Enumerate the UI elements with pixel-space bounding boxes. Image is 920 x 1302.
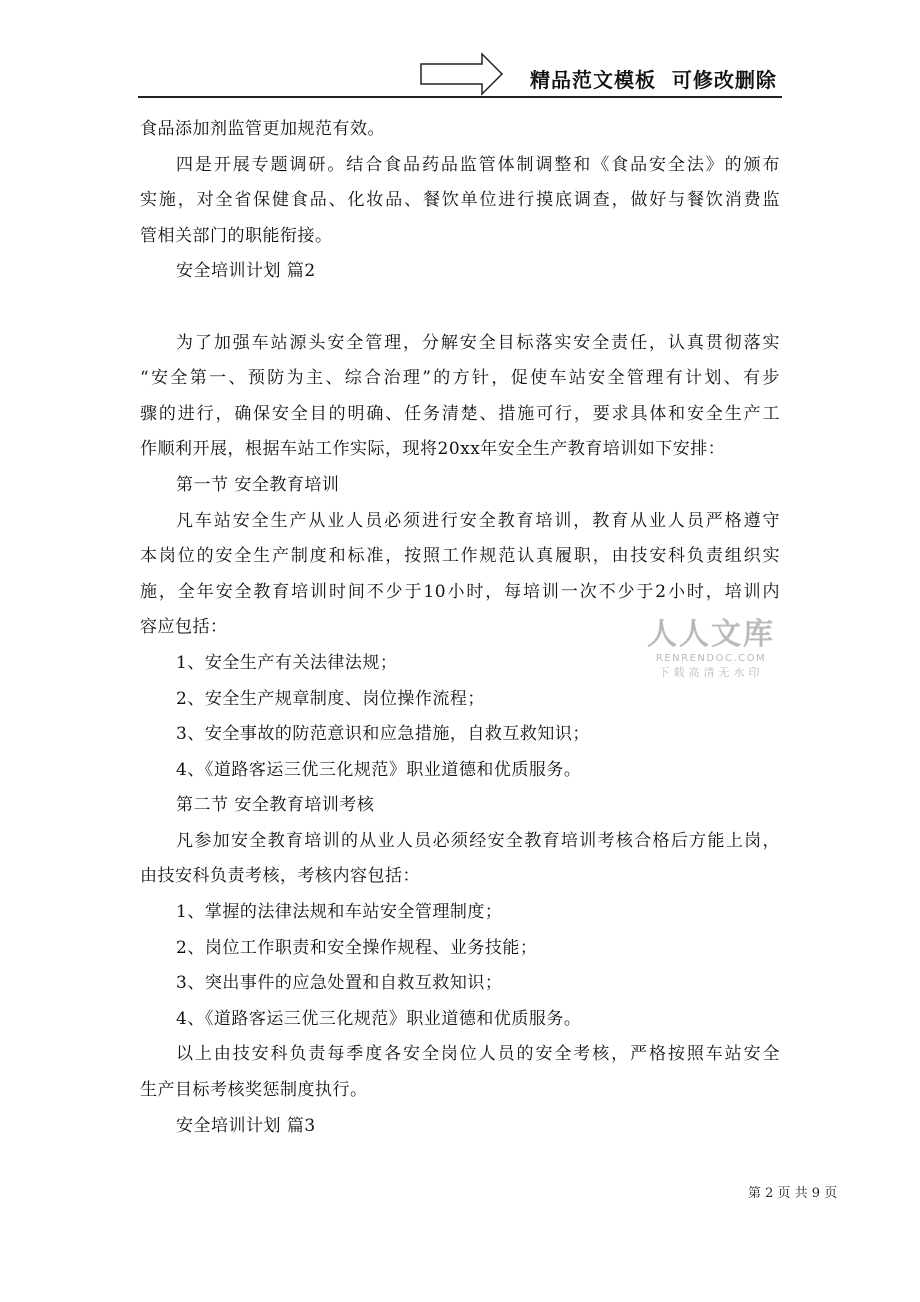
paragraph-line: 以上由技安科负责每季度各安全岗位人员的安全考核，严格按照车站安全 [176, 1044, 780, 1065]
watermark-tagline: 下载高清无水印 [658, 666, 764, 679]
section-heading: 第二节 安全教育培训考核 [176, 795, 375, 816]
page-number: 第 2 页 共 9 页 [748, 1186, 838, 1201]
section-heading: 安全培训计划 篇2 [176, 261, 316, 282]
paragraph-line: 管相关部门的职能衔接。 [140, 225, 333, 246]
paragraph-line: 凡车站安全生产从业人员必须进行安全教育培训，教育从业人员严格遵守 [176, 510, 780, 531]
paragraph-line: 食品添加剂监管更加规范有效。 [140, 119, 385, 139]
list-item: 4、《道路客运三优三化规范》职业道德和优质服务。 [176, 1008, 582, 1029]
section-heading: 第一节 安全教育培训 [176, 474, 340, 495]
paragraph-line: 生产目标考核奖惩制度执行。 [140, 1080, 368, 1101]
paragraph-line: “安全第一、预防为主、综合治理”的方针，促使车站安全管理有计划、有步 [140, 368, 780, 389]
paragraph-line: 本岗位的安全生产制度和标准，按照工作规范认真履职，由技安科负责组织实 [140, 546, 780, 567]
watermark-domain: RENRENDOC.COM [655, 653, 767, 664]
watermark-logo-text: 人人文库 [647, 617, 775, 652]
list-item: 2、岗位工作职责和安全操作规程、业务技能； [176, 937, 538, 958]
section-heading: 安全培训计划 篇3 [176, 1115, 316, 1136]
list-item: 1、掌握的法律法规和车站安全管理制度； [176, 902, 503, 923]
list-item: 3、突出事件的应急处置和自救互救知识； [176, 973, 503, 994]
paragraph-line: 作顺利开展，根据车站工作实际，现将20xx年安全生产教育培训如下安排： [140, 439, 726, 460]
paragraph-line: 四是开展专题调研。结合食品药品监管体制调整和《食品安全法》的颁布 [176, 154, 780, 175]
list-item: 3、安全事故的防范意识和应急措施，自救互救知识； [176, 724, 590, 745]
list-item: 1、安全生产有关法律法规； [176, 652, 398, 673]
paragraph-line: 骤的进行，确保安全目的明确、任务清楚、措施可行，要求具体和安全生产工 [140, 403, 780, 424]
header-divider [138, 96, 782, 98]
paragraph-line: 为了加强车站源头安全管理，分解安全目标落实安全责任，认真贯彻落实 [176, 332, 780, 353]
watermark [646, 618, 776, 680]
paragraph-line: 由技安科负责考核，考核内容包括： [140, 866, 420, 887]
paragraph-line: 施，全年安全教育培训时间不少于10小时，每培训一次不少于2小时，培训内 [140, 581, 780, 602]
list-item: 4、《道路客运三优三化规范》职业道德和优质服务。 [176, 759, 582, 780]
list-item: 2、安全生产规章制度、岗位操作流程； [176, 688, 485, 709]
paragraph-line: 实施，对全省保健食品、化妆品、餐饮单位进行摸底调查，做好与餐饮消费监 [140, 190, 780, 211]
arrow-icon [420, 52, 504, 96]
paragraph-line: 凡参加安全教育培训的从业人员必须经安全教育培训考核合格后方能上岗， [176, 830, 780, 851]
header-title: 精品范文模板 可修改删除 [530, 68, 777, 92]
paragraph-line: 容应包括： [140, 617, 228, 638]
blank-line [140, 290, 780, 326]
